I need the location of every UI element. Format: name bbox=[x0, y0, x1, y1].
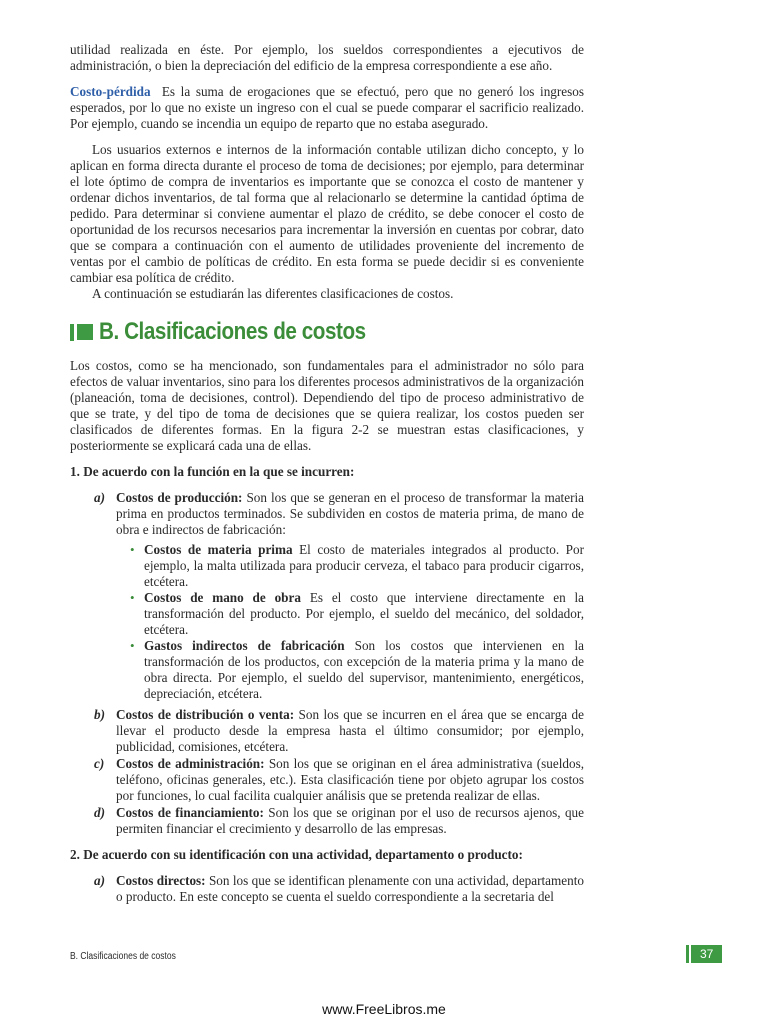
section-title: B. Clasificaciones de costos bbox=[99, 318, 366, 345]
section-marker-icon bbox=[70, 324, 93, 341]
list-item-produccion bbox=[94, 490, 584, 706]
item-title: Costos de financiamiento: bbox=[116, 805, 264, 820]
paragraph-costo-perdida bbox=[70, 84, 584, 132]
watermark-link[interactable]: www.FreeLibros.me bbox=[322, 1001, 446, 1017]
paragraph-continuacion: A continuación se estudiarán las diferentes clasificaciones de costos. bbox=[92, 286, 454, 301]
bullet-item bbox=[130, 542, 584, 590]
item-text: Son los que se incurren en el área que se encarga de llevar el producto desde la empresa hasta el último consumidor; por ejemplo, publicidad, comisiones, etcétera. bbox=[116, 707, 585, 754]
list-item-directos bbox=[94, 873, 584, 905]
item-title: Costos de distribución o venta: bbox=[116, 707, 295, 722]
item-text: Son los que se originan en el área administrativa (sueldos, teléfono, oficinas generales, etc.). Esta clasificación tiene por objeto agrupar los costos por funciones, lo cual facilita cualquier análisis que se pretenda realizar de ellas. bbox=[116, 756, 584, 803]
term-costo-perdida: Costo-pérdida bbox=[70, 84, 151, 99]
item-text: Son los que se generan en el proceso de transformar la materia prima en productos terminados. Se subdividen en costos de materia prima, de mano de obra e indirectos de fabricación: bbox=[116, 490, 584, 537]
item-title: Costos de administración: bbox=[116, 756, 265, 771]
list-item-administracion bbox=[94, 756, 584, 804]
item-letter: b) bbox=[94, 707, 105, 722]
section-heading bbox=[70, 318, 584, 346]
bullet-text: Es el costo que interviene directamente en la transformación del producto. Por ejemplo, el sueldo del mecánico, del soldador, etcétera. bbox=[144, 590, 585, 637]
bullet-item bbox=[130, 590, 584, 638]
page-body bbox=[70, 42, 584, 906]
bullet-icon: • bbox=[130, 542, 135, 557]
bullet-item bbox=[130, 638, 584, 702]
list-item-distribucion bbox=[94, 707, 584, 755]
item-title: Costos directos: bbox=[116, 873, 206, 888]
running-head: B. Clasificaciones de costos bbox=[70, 951, 176, 962]
bullet-icon: • bbox=[130, 638, 135, 653]
item-letter: a) bbox=[94, 490, 105, 505]
bullet-title: Costos de materia prima bbox=[144, 542, 293, 557]
item-letter: a) bbox=[94, 873, 105, 888]
heading-identificacion: 2. De acuerdo con su identificación con una actividad, departamento o producto: bbox=[70, 847, 523, 862]
bullet-icon: • bbox=[130, 590, 135, 605]
item-text: Son los que se originan por el uso de recursos ajenos, que permiten financiar el crecimiento y desarrollo de las empresas. bbox=[116, 805, 585, 836]
paragraph-continuation: utilidad realizada en éste. Por ejemplo, los sueldos correspondientes a ejecutivos de administración, o bien la depreciación del edificio de la empresa correspondiente a ese año. bbox=[70, 42, 584, 73]
heading-funcion: 1. De acuerdo con la función en la que se incurren: bbox=[70, 464, 355, 479]
bullet-text: Son los costos que intervienen en la transformación de los productos, con excepción de la materia prima y la mano de obra directa. Por ejemplo, el sueldo del supervisor, mantenimiento, energéticos, depreciación, etcétera. bbox=[144, 638, 585, 701]
item-letter: c) bbox=[94, 756, 105, 771]
item-text: Son los que se identifican plenamente con una actividad, departamento o producto. En este concepto se cuenta el sueldo correspondiente a la secretaria del bbox=[116, 873, 584, 904]
section-intro: Los costos, como se ha mencionado, son fundamentales para el administrador no sólo para efectos de valuar inventarios, sino para los diferentes procesos administrativos de la organización (planeación, toma de decisiones, control). Dependiendo del tipo de proceso administrativo de que se trate, y del tipo de toma de decisiones que se quiera realizar, los costos pueden ser clasificados de diferentes formas. En la figura 2-2 se muestran estas clasificaciones, y posteriormente se explicará cada una de ellas. bbox=[70, 358, 584, 453]
list-item-financiamiento bbox=[94, 805, 584, 837]
page-number-badge bbox=[686, 945, 722, 963]
paragraph-usuarios: Los usuarios externos e internos de la información contable utilizan dicho concepto, y lo aplican en forma directa durante el proceso de toma de decisiones; por ejemplo, para determinar el lote óptimo de compra de inventarios es importante que se conozca el costo de mantener y ordenar dichos inventarios, de tal forma que al relacionarlo se determine la cantidad óptima de pedido. Para determinar si conviene aumentar el plazo de crédito, se debe conocer el costo de oportunidad de los recursos necesarios para incrementar la inversión en cuentas por cobrar, dato que se compara a continuación con el aumento de utilidades proveniente del incremento de ventas por el cambio de políticas de crédito. En esta forma se puede decidir si es conveniente cambiar esa política de crédito. bbox=[70, 142, 584, 285]
item-title: Costos de producción: bbox=[116, 490, 243, 505]
bullet-list bbox=[130, 542, 584, 702]
bullet-title: Costos de mano de obra bbox=[144, 590, 301, 605]
definition-costo-perdida: Es la suma de erogaciones que se efectuó, pero que no generó los ingresos esperados, por lo que no existe un ingreso con el cual se puede comparar el sacrificio realizado. Por ejemplo, cuando se incendia un equipo de reparto que no estaba asegurado. bbox=[70, 84, 584, 131]
bullet-text: El costo de materiales integrados al producto. Por ejemplo, la malta utilizada para producir cerveza, el tabaco para producir cigarros, etcétera. bbox=[144, 542, 585, 589]
list-funcion bbox=[94, 490, 584, 837]
bullet-title: Gastos indirectos de fabricación bbox=[144, 638, 345, 653]
list-identificacion bbox=[94, 873, 584, 905]
item-letter: d) bbox=[94, 805, 105, 820]
page-number: 37 bbox=[691, 945, 722, 963]
